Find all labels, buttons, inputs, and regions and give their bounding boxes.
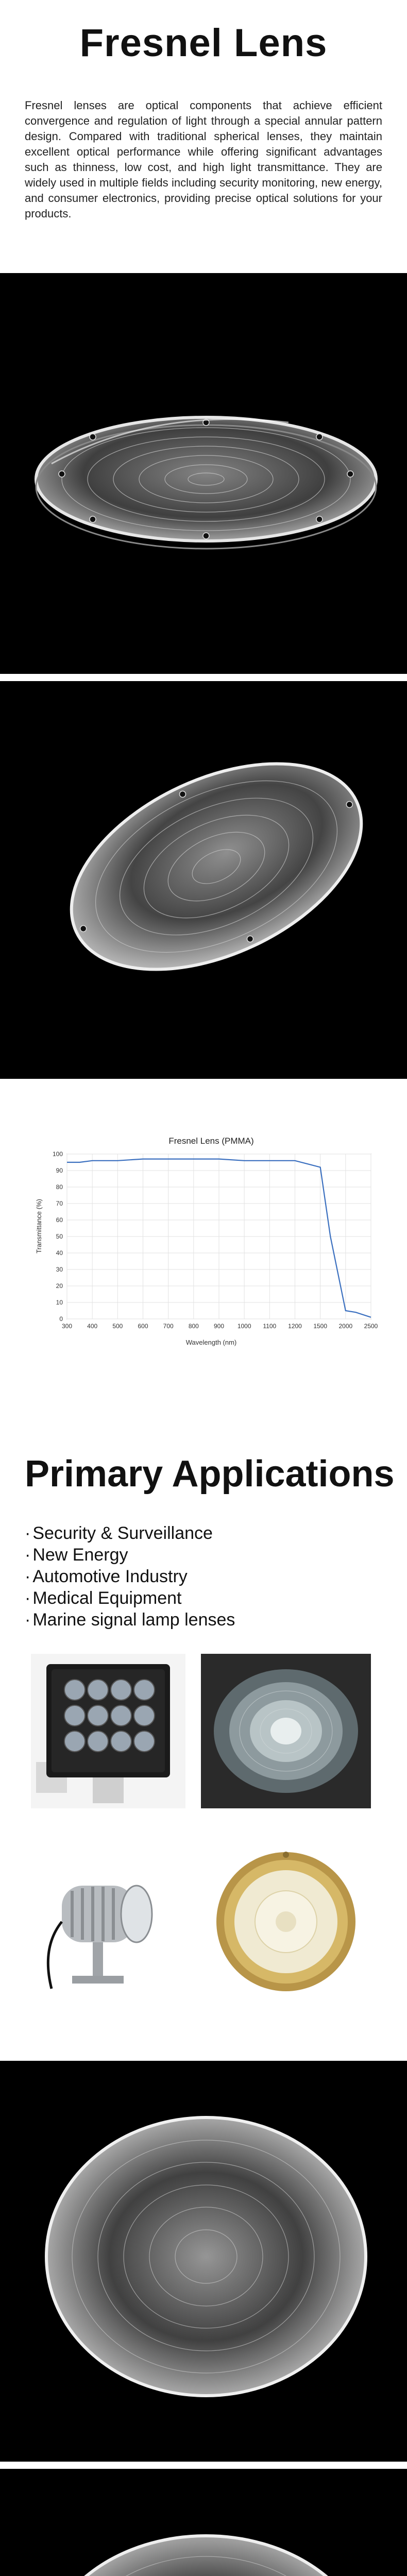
lens-photo-tilted <box>0 681 407 1079</box>
application-item: · New Energy <box>25 1544 407 1566</box>
chart-ytick-label: 70 <box>56 1200 63 1207</box>
application-item: · Medical Equipment <box>25 1587 407 1609</box>
chart-ytick-label: 10 <box>56 1299 63 1306</box>
page-title: Fresnel Lens <box>79 21 328 65</box>
chart-xtick-label: 1000 <box>237 1323 251 1330</box>
chart-ytick-label: 100 <box>52 1150 63 1158</box>
application-item: · Marine signal lamp lenses <box>25 1609 407 1631</box>
chart-ytick-label: 90 <box>56 1167 63 1174</box>
applications-list <box>25 1522 407 1631</box>
chart-xtick-label: 700 <box>163 1323 174 1330</box>
chart-xtick-label: 900 <box>213 1323 225 1330</box>
chart-ytick-label: 80 <box>56 1183 63 1191</box>
chart-xtick-label: 600 <box>138 1323 148 1330</box>
applications-title: Primary Applications <box>25 1453 395 1495</box>
chart-xlabel: Wavelength (nm) <box>185 1338 237 1346</box>
intro-paragraph: Fresnel lenses are optical components that achieve efficient convergence and regulation of light through a special annular pattern design. Compared with traditional spherical lenses, they maintain excellent optical performance while offering significant advantages such as thinness, low cost, and high light transmittance. They are widely used in multiple fields including security monitoring, new energy, and consumer electronics, providing precise optical solutions for your products. <box>25 99 382 220</box>
chart-xtick-label: 2500 <box>364 1323 378 1330</box>
chart-xtick-label: 2000 <box>338 1323 353 1330</box>
chart-ylabel: Transmittance (%) <box>35 1199 43 1253</box>
marine-lamp-image <box>201 1844 371 1999</box>
lens-photo-front <box>0 2061 407 2462</box>
chart-ticks <box>53 1150 378 1330</box>
chart-title: Fresnel Lens (PMMA) <box>168 1136 254 1146</box>
chart-ytick-label: 40 <box>56 1249 63 1257</box>
chart-xtick-label: 800 <box>188 1323 199 1330</box>
chart-xtick-label: 1500 <box>313 1323 328 1330</box>
chart-xtick-label: 300 <box>61 1323 73 1330</box>
application-item: · Automotive Industry <box>25 1566 407 1587</box>
chart-ytick-label: 50 <box>56 1233 63 1240</box>
chart-xtick-label: 1100 <box>263 1323 277 1330</box>
led-array-image <box>31 1654 185 1808</box>
spotlight-image <box>31 1844 185 1999</box>
chart-ytick-label: 60 <box>56 1216 63 1224</box>
chart-xtick-label: 500 <box>112 1323 123 1330</box>
chart-ytick-label: 0 <box>59 1315 63 1323</box>
chart-xtick-label: 400 <box>87 1323 98 1330</box>
lens-photo-front-2 <box>0 2469 407 2576</box>
chart-grid <box>67 1154 371 1319</box>
headlight-image <box>201 1654 371 1808</box>
chart-ytick-label: 30 <box>56 1266 63 1273</box>
application-item: · Security & Surveillance <box>25 1522 407 1544</box>
chart-xtick-label: 1200 <box>288 1323 302 1330</box>
lens-photo-side <box>0 273 407 674</box>
transmittance-chart <box>0 1128 407 1355</box>
chart-ytick-label: 20 <box>56 1282 63 1290</box>
